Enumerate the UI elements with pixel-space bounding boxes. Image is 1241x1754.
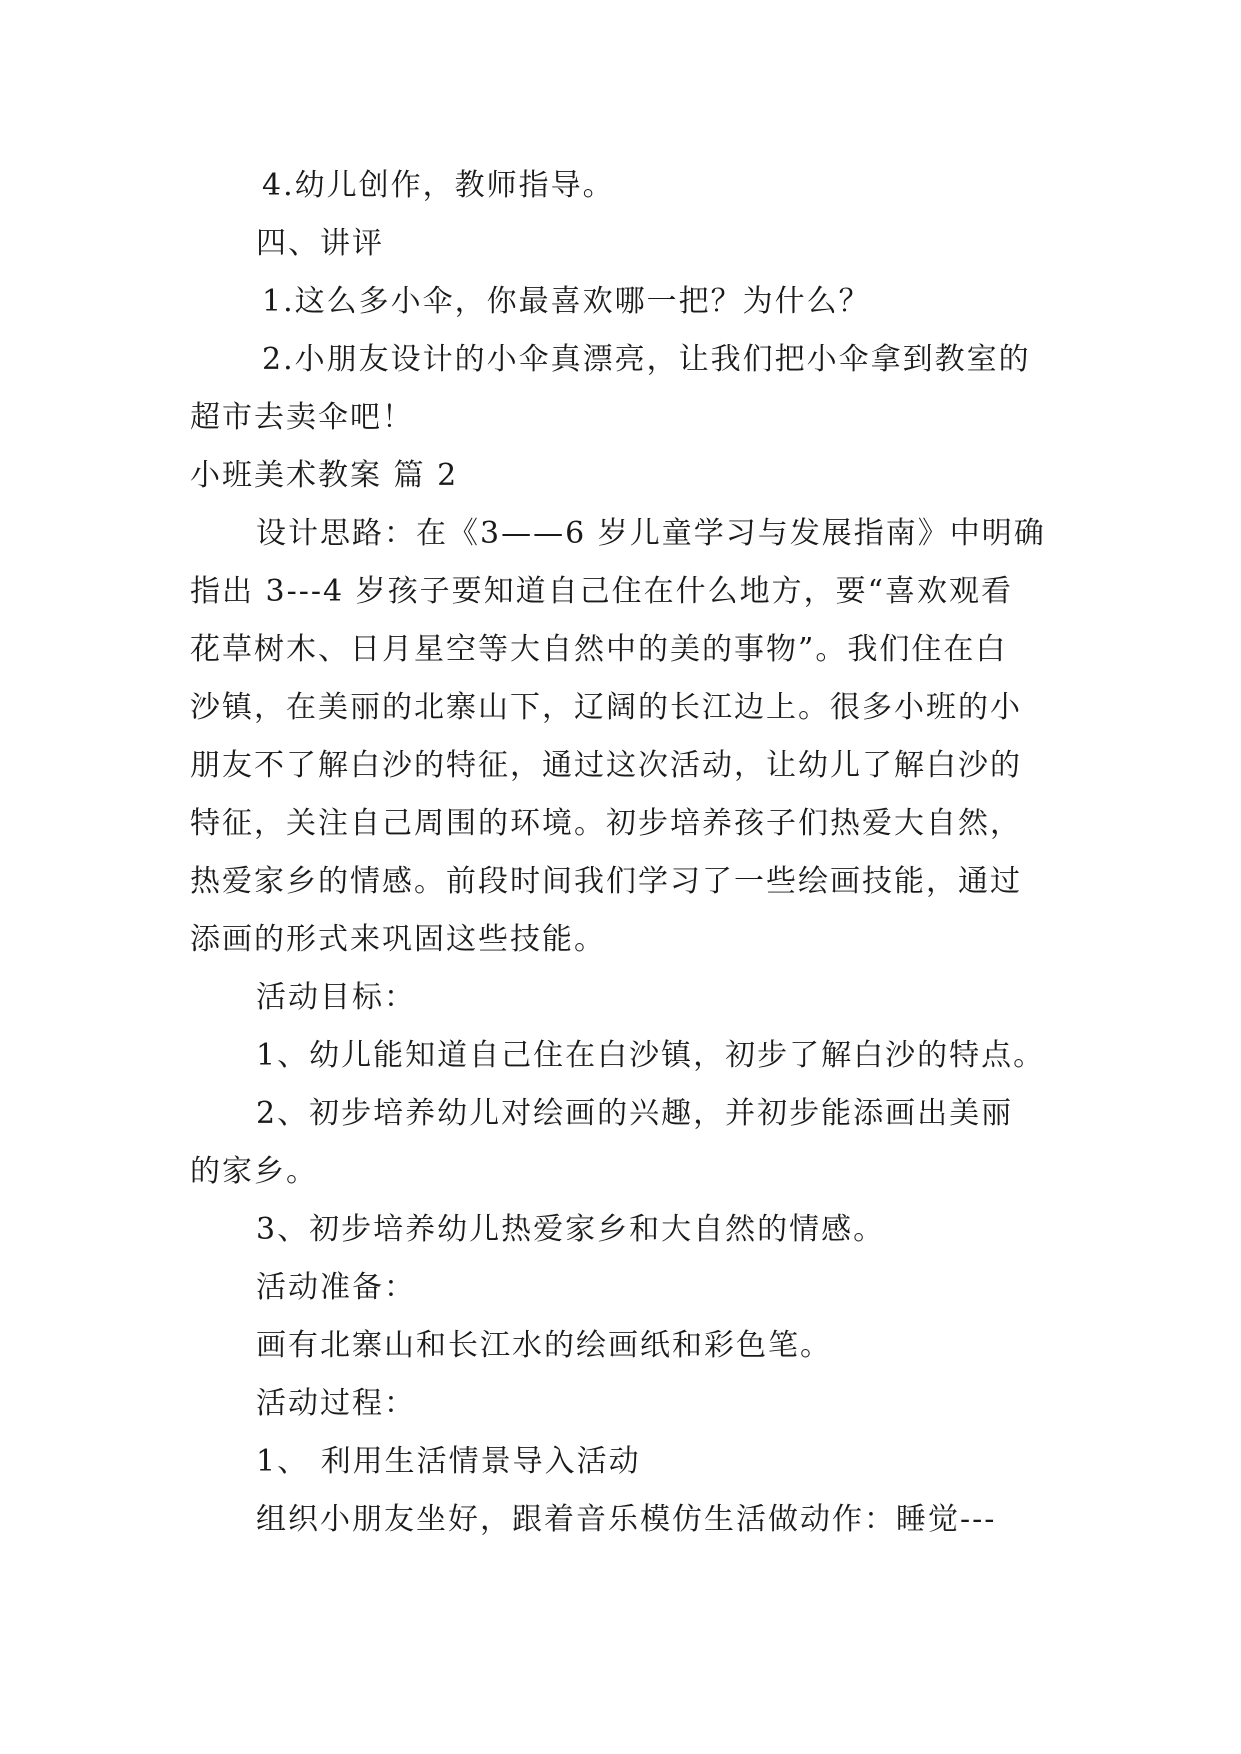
article-title: 小班美术教案 篇 2 [190,458,459,493]
text-line: 的家乡。 [190,1154,318,1189]
text-line: 热爱家乡的情感。前段时间我们学习了一些绘画技能，通过 [190,864,1022,899]
text-line: 1.这么多小伞，你最喜欢哪一把？为什么？ [262,284,871,319]
text-line: 花草树木、日月星空等大自然中的美的事物”。我们住在白 [190,632,1008,667]
section-heading: 活动准备： [256,1270,416,1305]
text-line: 画有北寨山和长江水的绘画纸和彩色笔。 [256,1328,832,1363]
text-line: 4.幼儿创作，教师指导。 [262,168,615,203]
text-line: 设计思路：在《3——6 岁儿童学习与发展指南》中明确 [256,516,1046,551]
text-line: 指出 3---4 岁孩子要知道自己住在什么地方，要“喜欢观看 [190,574,1013,609]
text-line: 2、初步培养幼儿对绘画的兴趣，并初步能添画出美丽 [256,1096,1014,1131]
text-line: 特征，关注自己周围的环境。初步培养孩子们热爱大自然， [190,806,1022,841]
text-line: 1、 利用生活情景导入活动 [256,1444,641,1479]
text-line: 组织小朋友坐好，跟着音乐模仿生活做动作：睡觉--- [256,1502,997,1537]
section-heading: 四、讲评 [256,226,384,261]
text-line: 朋友不了解白沙的特征，通过这次活动，让幼儿了解白沙的 [190,748,1022,783]
text-line: 添画的形式来巩固这些技能。 [190,922,606,957]
section-heading: 活动过程： [256,1386,416,1421]
text-line: 沙镇，在美丽的北寨山下，辽阔的长江边上。很多小班的小 [190,690,1022,725]
text-line: 3、初步培养幼儿热爱家乡和大自然的情感。 [256,1212,886,1247]
text-line: 1、幼儿能知道自己住在白沙镇，初步了解白沙的特点。 [256,1038,1046,1073]
text-line: 2.小朋友设计的小伞真漂亮，让我们把小伞拿到教室的 [262,342,1031,377]
text-line: 超市去卖伞吧！ [190,400,414,435]
section-heading: 活动目标： [256,980,416,1015]
